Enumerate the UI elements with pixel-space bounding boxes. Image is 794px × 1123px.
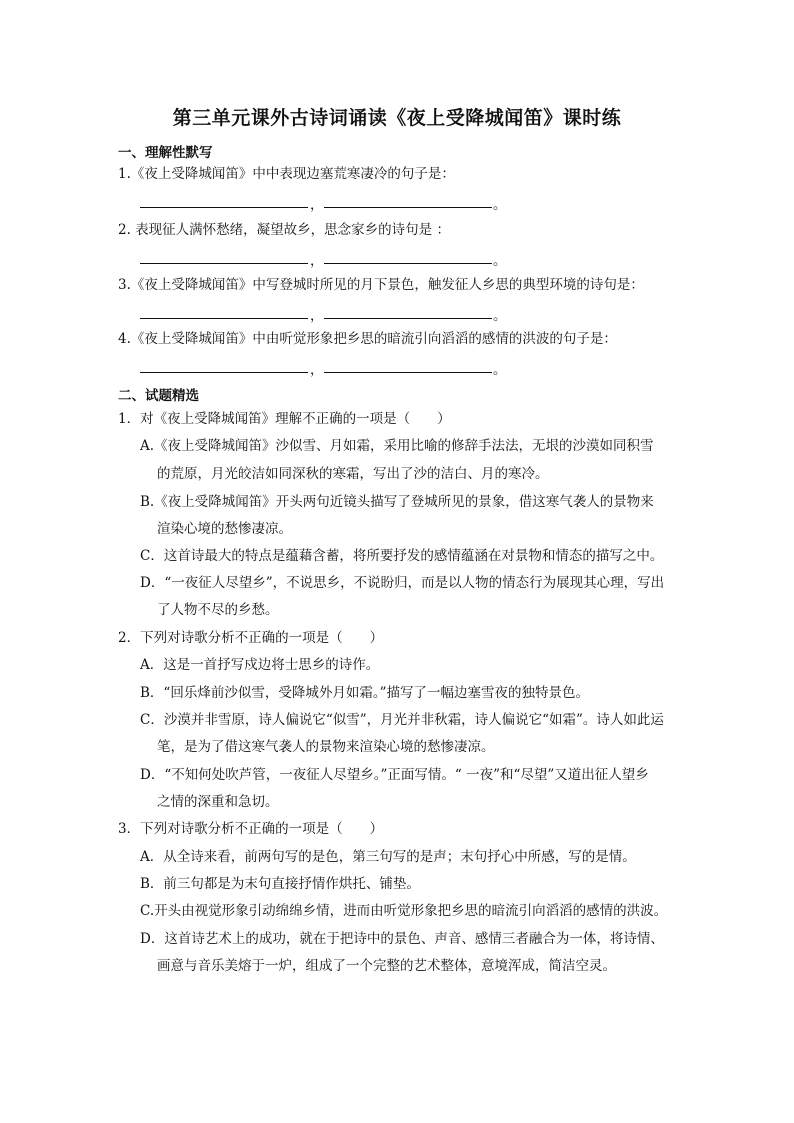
mc-q1-option-d[interactable]: D．“一夜征人尽望乡”，不说思乡，不说盼归，而是以人物的情态行为展现其心理，写出 bbox=[140, 575, 665, 591]
comma: ， bbox=[310, 362, 324, 378]
mc-q3-option-d-cont: 画意与音乐美熔于一炉，组成了一个完整的艺术整体，意境浑成，简洁空灵。 bbox=[157, 958, 616, 974]
answer-blank[interactable] bbox=[140, 372, 308, 373]
period: 。 bbox=[493, 308, 507, 324]
question-4-text: 4.《夜上受降城闻笛》中由听觉形象把乡思的暗流引向滔滔的感情的洪波的句子是： bbox=[118, 331, 617, 347]
answer-row-1 bbox=[140, 193, 510, 211]
answer-blank[interactable] bbox=[140, 318, 308, 319]
mc-question-3-stem: 3．下列对诗歌分析不正确的一项是（ ） bbox=[118, 821, 384, 837]
comma: ， bbox=[310, 197, 324, 213]
mc-q2-option-a[interactable]: A．这是一首抒写戍边将士思乡的诗作。 bbox=[140, 657, 380, 673]
period: 。 bbox=[493, 362, 507, 378]
question-3-text: 3.《夜上受降城闻笛》中写登城时所见的月下景色，触发征人乡思的典型环境的诗句是： bbox=[118, 277, 644, 293]
section-heading-recitation: 一、理解性默写 bbox=[118, 145, 213, 161]
answer-blank[interactable] bbox=[324, 372, 492, 373]
answer-row-3 bbox=[140, 304, 510, 322]
period: 。 bbox=[493, 197, 507, 213]
answer-blank[interactable] bbox=[140, 263, 308, 264]
mc-q3-option-d[interactable]: D．这首诗艺术上的成功，就在于把诗中的景色、声音、感情三者融合为一体，将诗情、 bbox=[140, 931, 664, 947]
mc-q1-option-c[interactable]: C．这首诗最大的特点是蕴藉含蓄，将所要抒发的感情蕴涵在对景物和情态的描写之中。 bbox=[140, 548, 664, 564]
question-2-text: 2. 表现征人满怀愁绪，凝望故乡，思念家乡的诗句是 ： bbox=[118, 222, 450, 238]
answer-blank[interactable] bbox=[324, 207, 492, 208]
mc-q1-option-b-cont: 渲染心境的愁惨凄凉。 bbox=[157, 521, 292, 537]
mc-q2-option-c[interactable]: C．沙漠并非雪原，诗人偏说它“似雪”，月光并非秋霜，诗人偏说它“如霜”。诗人如此运 bbox=[140, 712, 664, 728]
mc-q2-option-b[interactable]: B．“回乐烽前沙似雪，受降城外月如霜。”描写了一幅边塞雪夜的独特景色。 bbox=[140, 685, 589, 701]
mc-q3-option-a[interactable]: A．从全诗来看，前两句写的是色，第三句写的是声；末句抒心中所感，写的是情。 bbox=[140, 849, 636, 865]
mc-q1-option-d-cont: 了人物不尽的乡愁。 bbox=[157, 602, 279, 618]
mc-q2-option-c-cont: 笔，是为了借这寒气袭人的景物来渲染心境的愁惨凄凉。 bbox=[157, 739, 495, 755]
mc-question-2-stem: 2．下列对诗歌分析不正确的一项是（ ） bbox=[118, 630, 384, 646]
mc-q3-option-b[interactable]: B．前三句都是为末句直接抒情作烘托、铺垫。 bbox=[140, 876, 420, 892]
comma: ， bbox=[310, 308, 324, 324]
mc-q2-option-d-cont: 之情的深重和急切。 bbox=[157, 794, 279, 810]
answer-blank[interactable] bbox=[140, 207, 308, 208]
answer-blank[interactable] bbox=[324, 263, 492, 264]
comma: ， bbox=[310, 253, 324, 269]
mc-q2-option-d[interactable]: D．“不知何处吹芦管，一夜征人尽望乡。”正面写情。“ 一夜”和“尽望”又道出征人望乡 bbox=[140, 767, 649, 783]
period: 。 bbox=[493, 253, 507, 269]
section-heading-selected-questions: 二、试题精选 bbox=[118, 388, 199, 404]
answer-row-4 bbox=[140, 358, 510, 376]
mc-q1-option-b[interactable]: B.《夜上受降城闻笛》开头两句近镜头描写了登城所见的景象，借这寒气袭人的景物来 bbox=[140, 494, 654, 510]
question-1-text: 1.《夜上受降城闻笛》中中表现边塞荒寒凄冷的句子是： bbox=[118, 166, 455, 182]
answer-blank[interactable] bbox=[324, 318, 492, 319]
page-title: 第三单元课外古诗词诵读《夜上受降城闻笛》课时练 bbox=[172, 107, 622, 129]
mc-q1-option-a[interactable]: A.《夜上受降城闻笛》沙似雪、月如霜，采用比喻的修辞手法法，无垠的沙漠如同积雪 bbox=[140, 438, 654, 454]
answer-row-2 bbox=[140, 249, 510, 267]
mc-q1-option-a-cont: 的荒原，月光皎洁如同深秋的寒霜，写出了沙的洁白、月的寒冷。 bbox=[157, 466, 549, 482]
mc-q3-option-c[interactable]: C.开头由视觉形象引动绵绵乡情，进而由听觉形象把乡思的暗流引向滔滔的感情的洪波。 bbox=[140, 903, 668, 919]
mc-question-1-stem: 1．对《夜上受降城闻笛》理解不正确的一项是（ ） bbox=[118, 411, 451, 427]
